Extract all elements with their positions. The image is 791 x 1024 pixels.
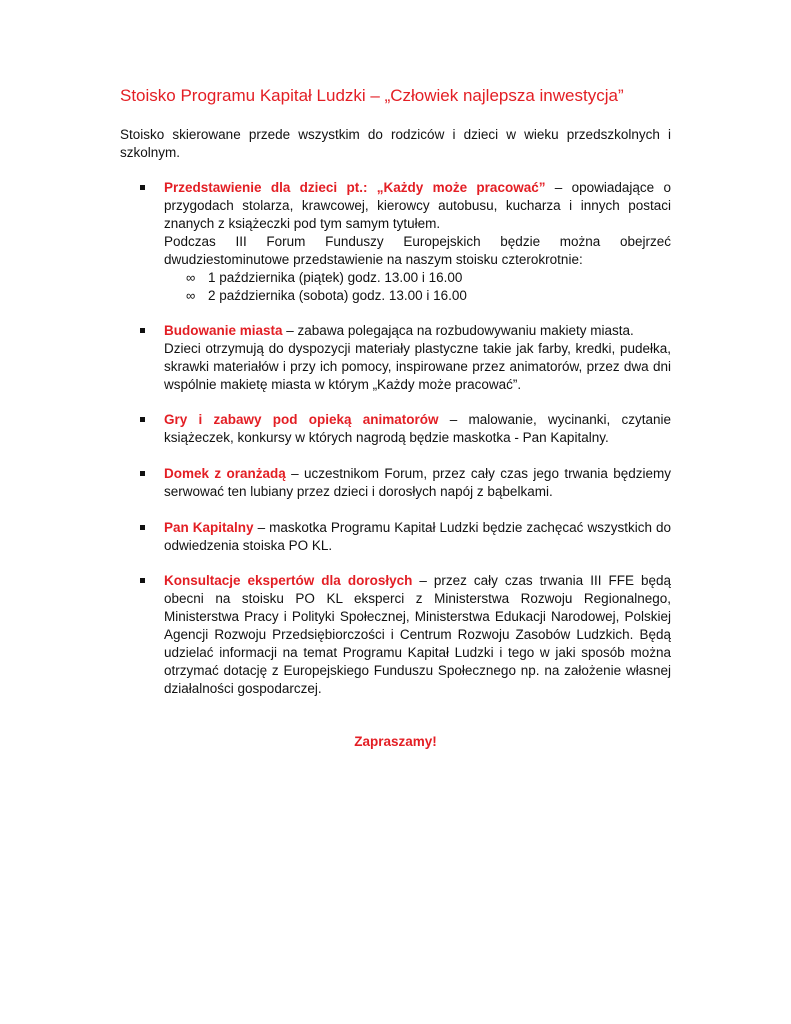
item-text: – maskotka Programu Kapitał Ludzki będzie zachęcać wszystkich do odwiedzenia stoiska PO KL. bbox=[164, 520, 671, 553]
item-lead bbox=[164, 572, 671, 698]
item-highlight: Przedstawienie dla dzieci pt.: „Każdy może pracować” bbox=[164, 180, 546, 195]
list-item-games bbox=[140, 411, 671, 447]
item-highlight: Gry i zabawy pod opieką animatorów bbox=[164, 412, 439, 427]
item-paragraph: Podczas III Forum Funduszy Europejskich będzie można obejrzeć dwudziestominutowe przedstawienie na naszym stoisku czterokrotnie: bbox=[164, 234, 671, 267]
infinity-icon: ∞ bbox=[186, 270, 196, 285]
item-lead bbox=[164, 519, 671, 555]
list-item-lemonade bbox=[140, 465, 671, 501]
bullet-icon bbox=[140, 185, 145, 190]
intro-paragraph: Stoisko skierowane przede wszystkim do rodziców i dzieci w wieku przedszkolnych i szkolnym. bbox=[120, 127, 671, 160]
infinity-icon: ∞ bbox=[186, 288, 196, 303]
item-highlight: Budowanie miasta bbox=[164, 323, 283, 338]
schedule-list bbox=[164, 269, 671, 305]
page-title: Stoisko Programu Kapitał Ludzki – „Człowiek najlepsza inwestycja” bbox=[120, 86, 624, 105]
item-lead bbox=[164, 322, 671, 340]
list-item-performance bbox=[140, 179, 671, 305]
item-lead bbox=[164, 465, 671, 501]
item-text: – malowanie, wycinanki, czytanie książeczek, konkursy w których nagrodą będzie maskotka - Pan Kapitalny. bbox=[164, 412, 671, 445]
list-item-consultations bbox=[140, 572, 671, 698]
item-highlight: Konsultacje ekspertów dla dorosłych bbox=[164, 573, 413, 588]
list-item-city-building bbox=[140, 322, 671, 394]
item-highlight: Domek z oranżadą bbox=[164, 466, 286, 481]
item-paragraph: Dzieci otrzymują do dyspozycji materiały plastyczne takie jak farby, kredki, pudełka, skrawki materiałów i przy ich pomocy, inspirowane przez animatorów, przez dwa dni wspólnie makietę miasta w którym „Każdy może pracować”. bbox=[164, 341, 671, 392]
bullet-icon bbox=[140, 525, 145, 530]
bullet-icon bbox=[140, 417, 145, 422]
item-highlight: Pan Kapitalny bbox=[164, 520, 254, 535]
bullet-icon bbox=[140, 328, 145, 333]
item-text: – przez cały czas trwania III FFE będą obecni na stoisku PO KL eksperci z Ministerstwa Rozwoju Regionalnego, Ministerstwa Pracy i Polityki Społecznej, Ministerstwa Edukacji Narodowej, Polskiej Agencji Rozwoju Przedsiębiorczości i Centrum Rozwoju Zasobów Ludzkich. Będą udzielać informacji na temat Programu Kapitał Ludzki i tego w jaki sposób można otrzymać dotację z Europejskiego Funduszu Społecznego np. na założenie własnej działalności gospodarczej. bbox=[164, 573, 671, 696]
bullet-icon bbox=[140, 471, 145, 476]
item-lead bbox=[164, 179, 671, 233]
closing-text: Zapraszamy! bbox=[354, 734, 437, 749]
item-text: – uczestnikom Forum, przez cały czas jego trwania będziemy serwować ten lubiany przez dzieci i dorosłych napój z bąbelkami. bbox=[164, 466, 671, 499]
schedule-item: ∞ 1 października (piątek) godz. 13.00 i 16.00 bbox=[186, 270, 463, 285]
item-lead bbox=[164, 411, 671, 447]
schedule-item: ∞ 2 października (sobota) godz. 13.00 i 16.00 bbox=[186, 288, 467, 303]
item-text: – zabawa polegająca na rozbudowywaniu makiety miasta. bbox=[282, 323, 634, 338]
item-text: – opowiadające o przygodach stolarza, krawcowej, kierowcy autobusu, kucharza i innych postaci znanych z książeczki pod tym samym tytułem. bbox=[164, 180, 671, 231]
list-item-mascot bbox=[140, 519, 671, 555]
bullet-icon bbox=[140, 578, 145, 583]
